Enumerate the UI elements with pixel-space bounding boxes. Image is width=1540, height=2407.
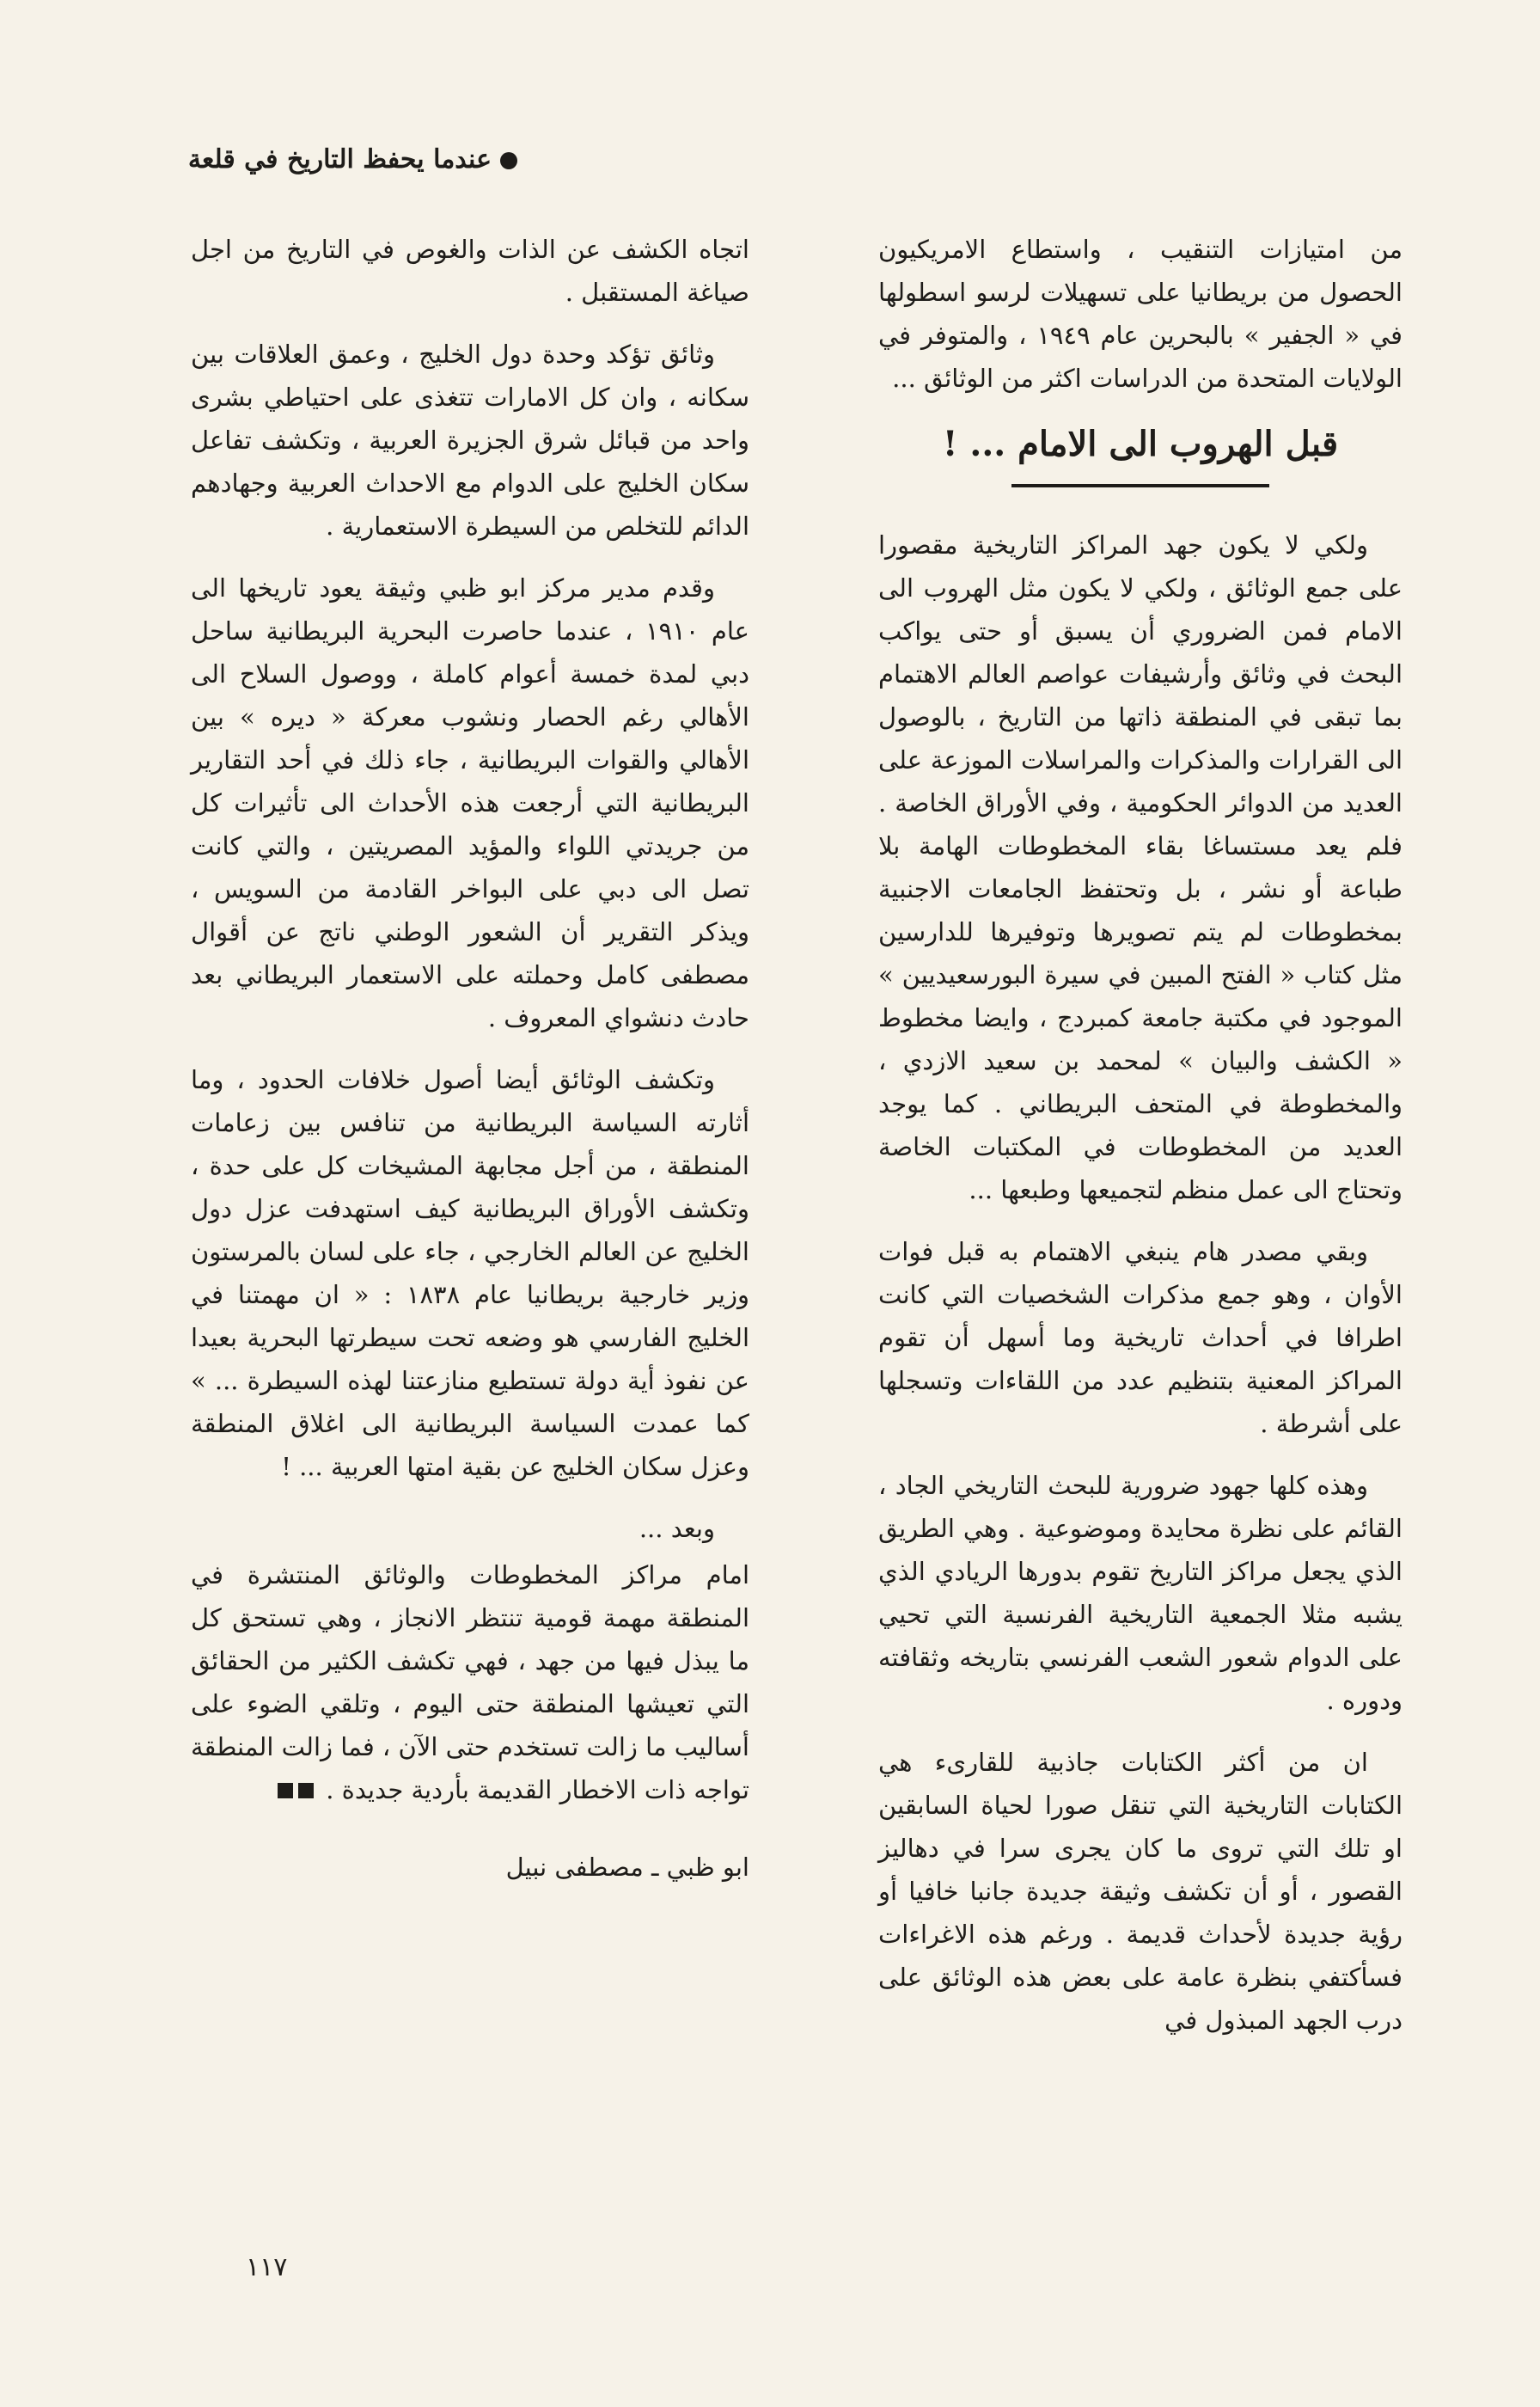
body-paragraph: وقدم مدير مركز ابو ظبي وثيقة يعود تاريخها الى عام ١٩١٠ ، عندما حاصرت البحرية البريطانية ساحل دبي لمدة خمسة أعوام كاملة ، ووصول السلاح الى الأهالي رغم الحصار ونشوب معركة « ديره » بين الأهالي والقوات البريطانية ، جاء ذلك في أحد التقارير البريطانية التي أرجعت هذه الأحداث الى تأثيرات كل من جريدتي اللواء والمؤيد المصريتين ، والتي كانت تصل الى دبي على البواخر القادمة من السويس ، ويذكر التقرير أن الشعور الوطني ناتج عن أقوال مصطفى كامل وحملته على الاستعمار البريطاني بعد حادث دنشواي المعروف . bbox=[191, 573, 749, 1032]
body-paragraph: وبقي مصدر هام ينبغي الاهتمام به قبل فوات الأوان ، وهو جمع مذكرات الشخصيات التي كانت اطرافا في أحداث تاريخية وما أسهل أن تقوم المراكز المعنية بتنظيم عدد من اللقاءات وتسجلها على أشرطة . bbox=[878, 1237, 1402, 1438]
body-paragraph: وثائق تؤكد وحدة دول الخليج ، وعمق العلاقات بين سكانه ، وان كل الامارات تتغذى على احتياطي بشرى واحد من قبائل شرق الجزيرة العربية ، وتكشف تفاعل سكان الخليج على الدوام مع الاحداث العربية وجهادهم الدائم للتخلص من السيطرة الاستعمارية . bbox=[191, 340, 749, 541]
closing-paragraph bbox=[191, 1553, 749, 1811]
intro-paragraph: من امتيازات التنقيب ، واستطاع الامريكيون الحصول من بريطانيا على تسهيلات لرسو اسطولها في « الجفير » بالبحرين عام ١٩٤٩ ، والمتوفر في الولايات المتحدة من الدراسات اكثر من الوثائق ... bbox=[878, 235, 1402, 393]
body-paragraph: وهذه كلها جهود ضرورية للبحث التاريخي الجاد ، القائم على نظرة محايدة وموضوعية . وهي الطريق الذي يجعل مراكز التاريخ تقوم بدورها الريادي الذي يشبه مثلا الجمعية التاريخية الفرنسية التي تحيي على الدوام شعور الشعب الفرنسي بتاريخه وثقافته ودوره . bbox=[878, 1471, 1402, 1715]
right-column bbox=[878, 228, 1402, 2061]
running-title: عندما يحفظ التاريخ في قلعة bbox=[187, 144, 492, 175]
author-signature: ابو ظبي ـ مصطفى نبيل bbox=[505, 1853, 749, 1882]
body-paragraph: اتجاه الكشف عن الذات والغوص في التاريخ من اجل صياغة المستقبل . bbox=[191, 235, 749, 307]
heading-underline bbox=[1011, 484, 1269, 487]
section-heading: قبل الهروب الى الامام ... ! bbox=[942, 424, 1339, 464]
body-paragraph: ان من أكثر الكتابات جاذبية للقارىء هي الكتابات التاريخية التي تنقل صورا لحياة السابقين او تلك التي تروى ما كان يجرى سرا في دهاليز القصور ، أو أن تكشف وثيقة جديدة جانبا خافيا أو رؤية جديدة لأحداث قديمة . ورغم هذه الاغراءات فسأكتفي بنظرة عامة على بعض هذه الوثائق على درب الجهد المبذول في bbox=[878, 1748, 1402, 2035]
left-column bbox=[191, 228, 749, 1889]
closing-text: امام مراكز المخطوطات والوثائق المنتشرة في المنطقة مهمة قومية تنتظر الانجاز ، وهي تستحق كل ما يبذل فيها من جهد ، فهي تكشف الكثير من الحقائق التي تعيشها المنطقة حتى اليوم ، وتلقي الضوء على أساليب ما زالت تستخدم حتى الآن ، فما زالت المنطقة تواجه ذات الاخطار القديمة بأردية جديدة . bbox=[191, 1560, 749, 1804]
body-paragraph: ولكي لا يكون جهد المراكز التاريخية مقصورا على جمع الوثائق ، ولكي لا يكون مثل الهروب الى الامام فمن الضروري أن يسبق أو حتى يواكب البحث في وثائق وأرشيفات عواصم العالم الاهتمام بما تبقى في المنطقة ذاتها من التاريخ ، بالوصول الى القرارات والمذكرات والمراسلات الموزعة على العديد من الدوائر الحكومية ، وفي الأوراق الخاصة . فلم يعد مستساغا بقاء المخطوطات الهامة بلا طباعة أو نشر ، بل وتحتفظ الجامعات الاجنبية بمخطوطات لم يتم تصويرها وتوفيرها للدارسين مثل كتاب « الفتح المبين في سيرة البورسعيديين » الموجود في مكتبة جامعة كمبردج ، وايضا مخطوط « الكشف والبيان » لمحمد بن سعيد الازدي ، والمخطوطة في المتحف البريطاني . كما يوجد العديد من المخطوطات في المكتبات الخاصة وتحتاج الى عمل منظم لتجميعها وطبعها ... bbox=[878, 530, 1402, 1204]
page-number: ١١٧ bbox=[246, 2252, 288, 2282]
body-paragraph: وتكشف الوثائق أيضا أصول خلافات الحدود ، وما أثارته السياسة البريطانية من تنافس بين زعامات المنطقة ، من أجل مجابهة المشيخات كل على حدة ، وتكشف الأوراق البريطانية كيف استهدفت عزل دول الخليج عن العالم الخارجي ، جاء على لسان بالمرستون وزير خارجية بريطانيا عام ١٨٣٨ : « ان مهمتنا في الخليج الفارسي هو وضعه تحت سيطرتها البحرية بعيدا عن نفوذ أية دولة تستطيع منازعتنا لهذه السيطرة ... » كما عمدت السياسة البريطانية الى اغلاق المنطقة وعزل سكان الخليج عن بقية امتها العربية ... ! bbox=[191, 1065, 750, 1481]
bullet-icon bbox=[500, 152, 517, 169]
running-header bbox=[188, 144, 517, 175]
body-paragraph: وبعد ... bbox=[639, 1514, 715, 1543]
end-of-article-mark-icon bbox=[272, 1768, 314, 1811]
